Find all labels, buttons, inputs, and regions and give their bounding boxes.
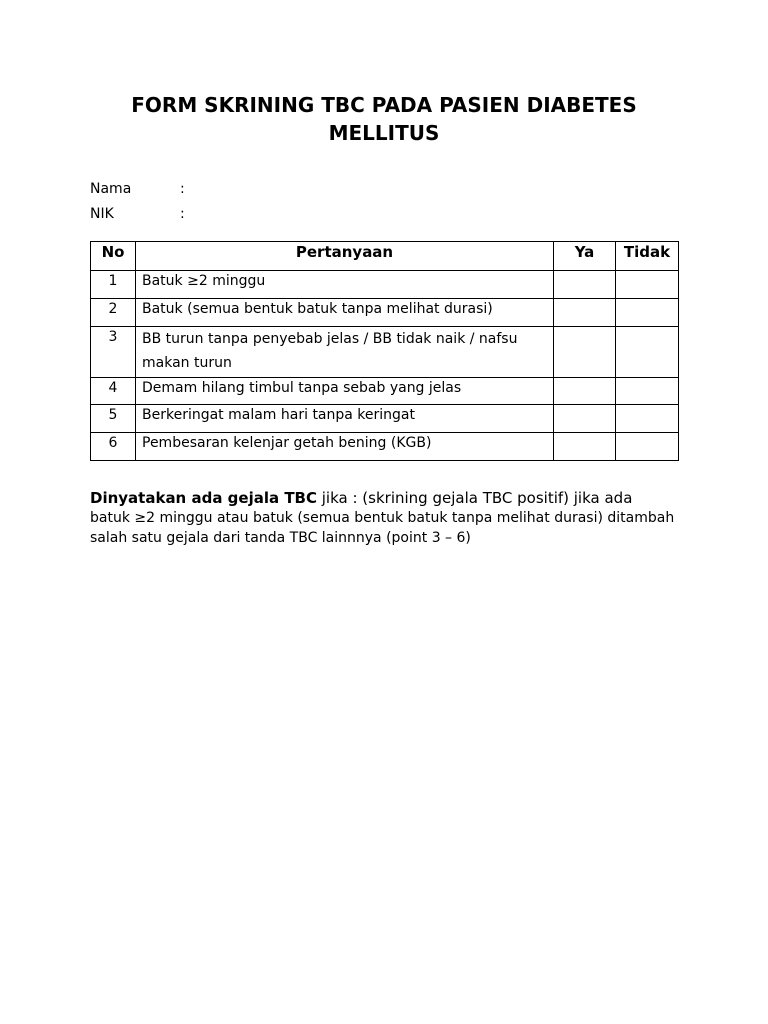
answer-yes-cell[interactable] (554, 433, 616, 461)
row-question-line-1: BB turun tanpa penyebab jelas / BB tidak naik / nafsu (142, 331, 518, 347)
field-nama (90, 180, 185, 198)
row-number: 4 (91, 378, 136, 405)
field-nama-separator: : (180, 181, 185, 197)
answer-yes-cell[interactable] (554, 405, 616, 433)
form-title-line-1: FORM SKRINING TBC PADA PASIEN DIABETES (131, 93, 637, 117)
note-line-1 (90, 488, 690, 508)
answer-no-cell[interactable] (616, 405, 679, 433)
row-number: 1 (91, 271, 136, 299)
header-no: No (91, 242, 136, 271)
answer-yes-cell[interactable] (554, 271, 616, 299)
answer-no-cell[interactable] (616, 378, 679, 405)
table-row (91, 327, 679, 378)
table-row (91, 271, 679, 299)
table-header-row (91, 242, 679, 271)
note-line-2: batuk ≥2 minggu atau batuk (semua bentuk batuk tanpa melihat durasi) ditambah (90, 510, 675, 526)
row-question-line-2: makan turun (142, 355, 232, 371)
row-number: 5 (91, 405, 136, 433)
row-question (136, 327, 554, 378)
form-title-line-2: MELLITUS (328, 121, 440, 145)
answer-no-cell[interactable] (616, 271, 679, 299)
note-line-1-rest: jika : (skrining gejala TBC positif) jika ada (317, 489, 633, 507)
row-question: Berkeringat malam hari tanpa keringat (136, 405, 554, 433)
answer-no-cell[interactable] (616, 327, 679, 378)
screening-table (90, 241, 679, 461)
field-nama-label: Nama (90, 181, 132, 197)
table-row (91, 433, 679, 461)
note-bold: Dinyatakan ada gejala TBC (90, 489, 317, 507)
table-row (91, 299, 679, 327)
row-number: 3 (91, 327, 136, 378)
header-no-answer: Tidak (616, 242, 679, 271)
row-question: Batuk ≥2 minggu (136, 271, 554, 299)
header-yes: Ya (554, 242, 616, 271)
table-row (91, 378, 679, 405)
row-question: Pembesaran kelenjar getah bening (KGB) (136, 433, 554, 461)
field-nik-label: NIK (90, 206, 114, 222)
answer-yes-cell[interactable] (554, 299, 616, 327)
answer-no-cell[interactable] (616, 433, 679, 461)
answer-yes-cell[interactable] (554, 327, 616, 378)
row-number: 6 (91, 433, 136, 461)
table-row (91, 405, 679, 433)
field-nik-separator: : (180, 206, 185, 222)
answer-yes-cell[interactable] (554, 378, 616, 405)
field-nik (90, 205, 185, 223)
row-question: Batuk (semua bentuk batuk tanpa melihat durasi) (136, 299, 554, 327)
answer-no-cell[interactable] (616, 299, 679, 327)
form-title (110, 91, 658, 147)
header-question: Pertanyaan (136, 242, 554, 271)
row-number: 2 (91, 299, 136, 327)
note-line-3: salah satu gejala dari tanda TBC lainnnya (point 3 – 6) (90, 530, 471, 546)
screening-note (90, 488, 690, 548)
row-question: Demam hilang timbul tanpa sebab yang jelas (136, 378, 554, 405)
